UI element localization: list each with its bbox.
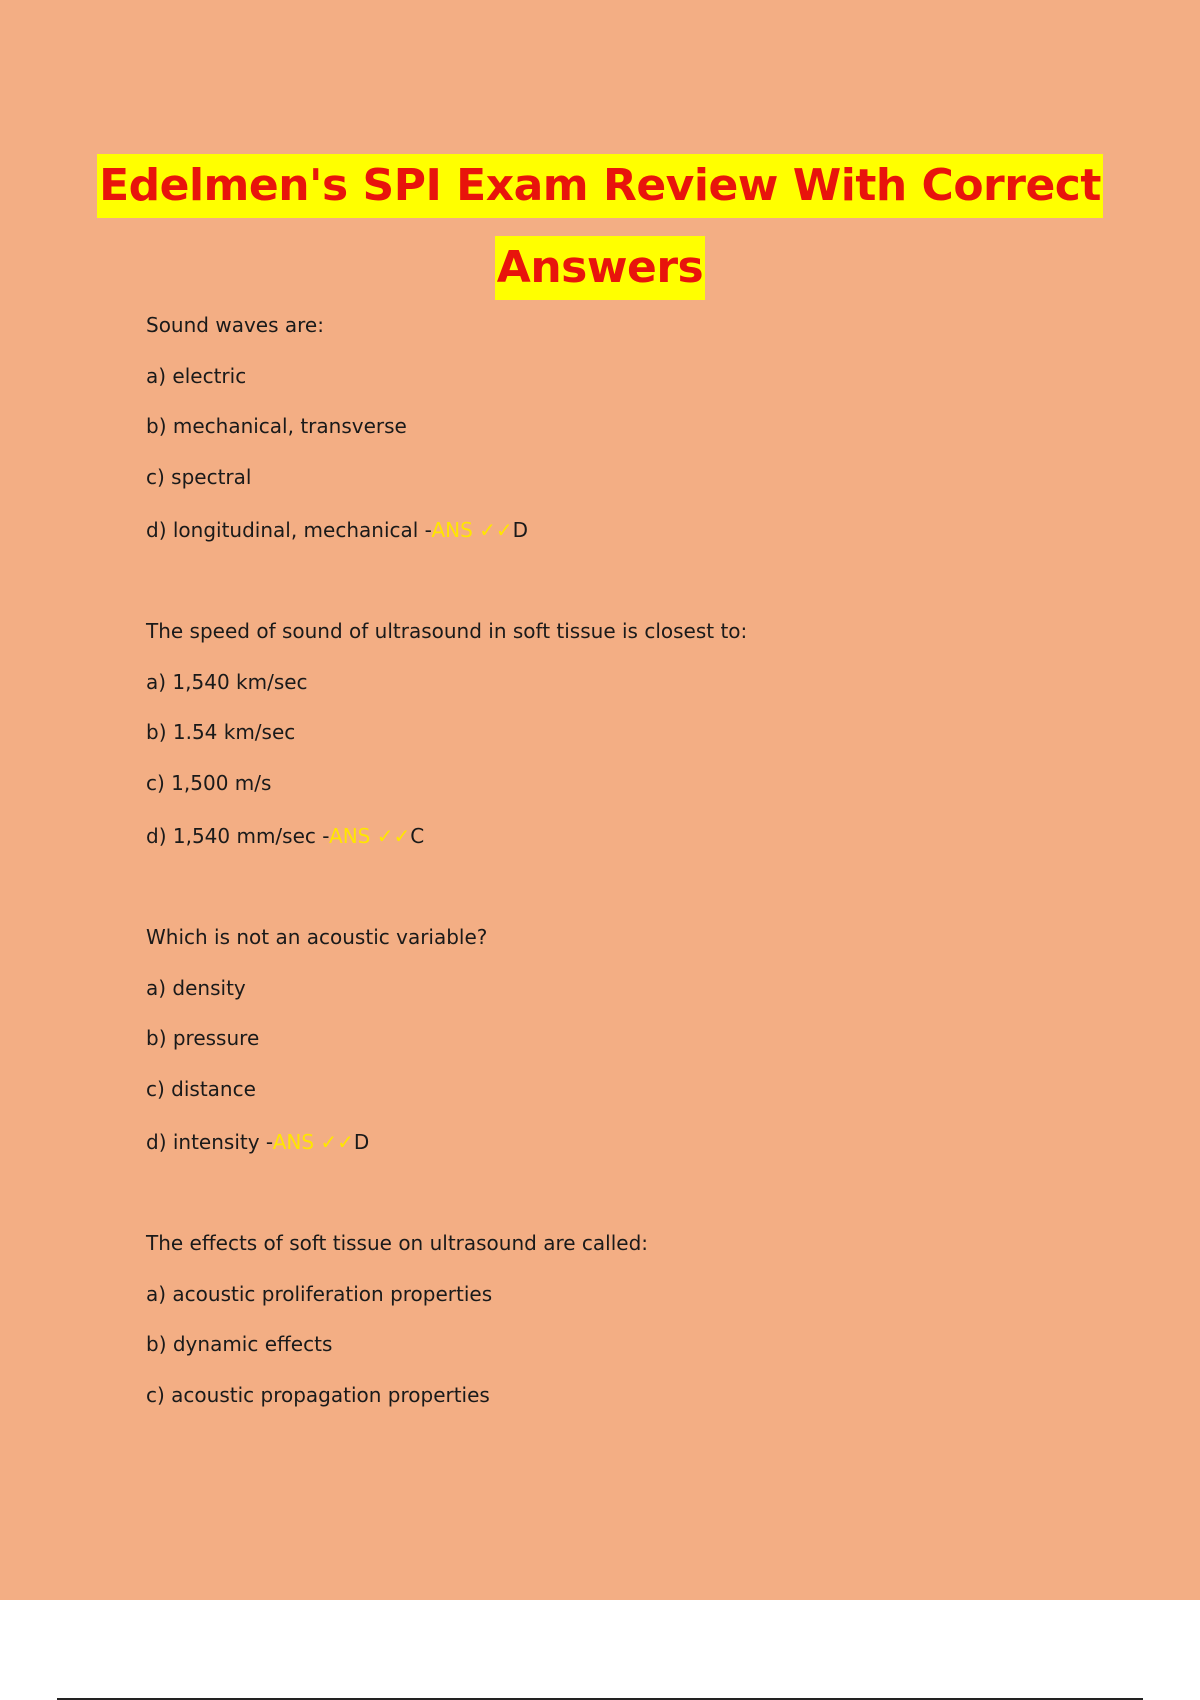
option-d-text: d) 1,540 mm/sec - [146, 824, 330, 848]
question-text: Which is not an acoustic variable? [146, 925, 488, 949]
question-text: The speed of sound of ultrasound in soft tissue is closest to: [146, 619, 748, 643]
answer-label: ANS ✓✓ [431, 518, 513, 542]
option-d-text: d) intensity - [146, 1130, 273, 1154]
option-a: a) electric [146, 364, 247, 388]
title-line-2: Answers [495, 236, 705, 300]
question-text: Sound waves are: [146, 313, 324, 337]
option-a: a) acoustic proliferation properties [146, 1282, 493, 1306]
option-d [146, 1129, 369, 1155]
option-a: a) 1,540 km/sec [146, 670, 308, 694]
option-d-text: d) longitudinal, mechanical - [146, 518, 432, 542]
answer-value: D [512, 518, 529, 542]
answer-label: ANS ✓✓ [329, 824, 411, 848]
document-title [0, 148, 1200, 312]
option-c: c) acoustic propagation properties [146, 1383, 490, 1407]
option-c: c) spectral [146, 465, 252, 489]
answer-value: D [353, 1130, 370, 1154]
option-c: c) 1,500 m/s [146, 771, 272, 795]
option-b: b) 1.54 km/sec [146, 720, 296, 744]
option-b: b) mechanical, transverse [146, 414, 407, 438]
option-b: b) pressure [146, 1026, 260, 1050]
option-d [146, 823, 424, 849]
option-d [146, 517, 528, 543]
title-line-1: Edelmen's SPI Exam Review With Correct [97, 154, 1103, 218]
option-b: b) dynamic effects [146, 1332, 333, 1356]
answer-label: ANS ✓✓ [272, 1130, 354, 1154]
answer-value: C [410, 824, 425, 848]
question-text: The effects of soft tissue on ultrasound are called: [146, 1231, 649, 1255]
option-c: c) distance [146, 1077, 256, 1101]
option-a: a) density [146, 976, 246, 1000]
